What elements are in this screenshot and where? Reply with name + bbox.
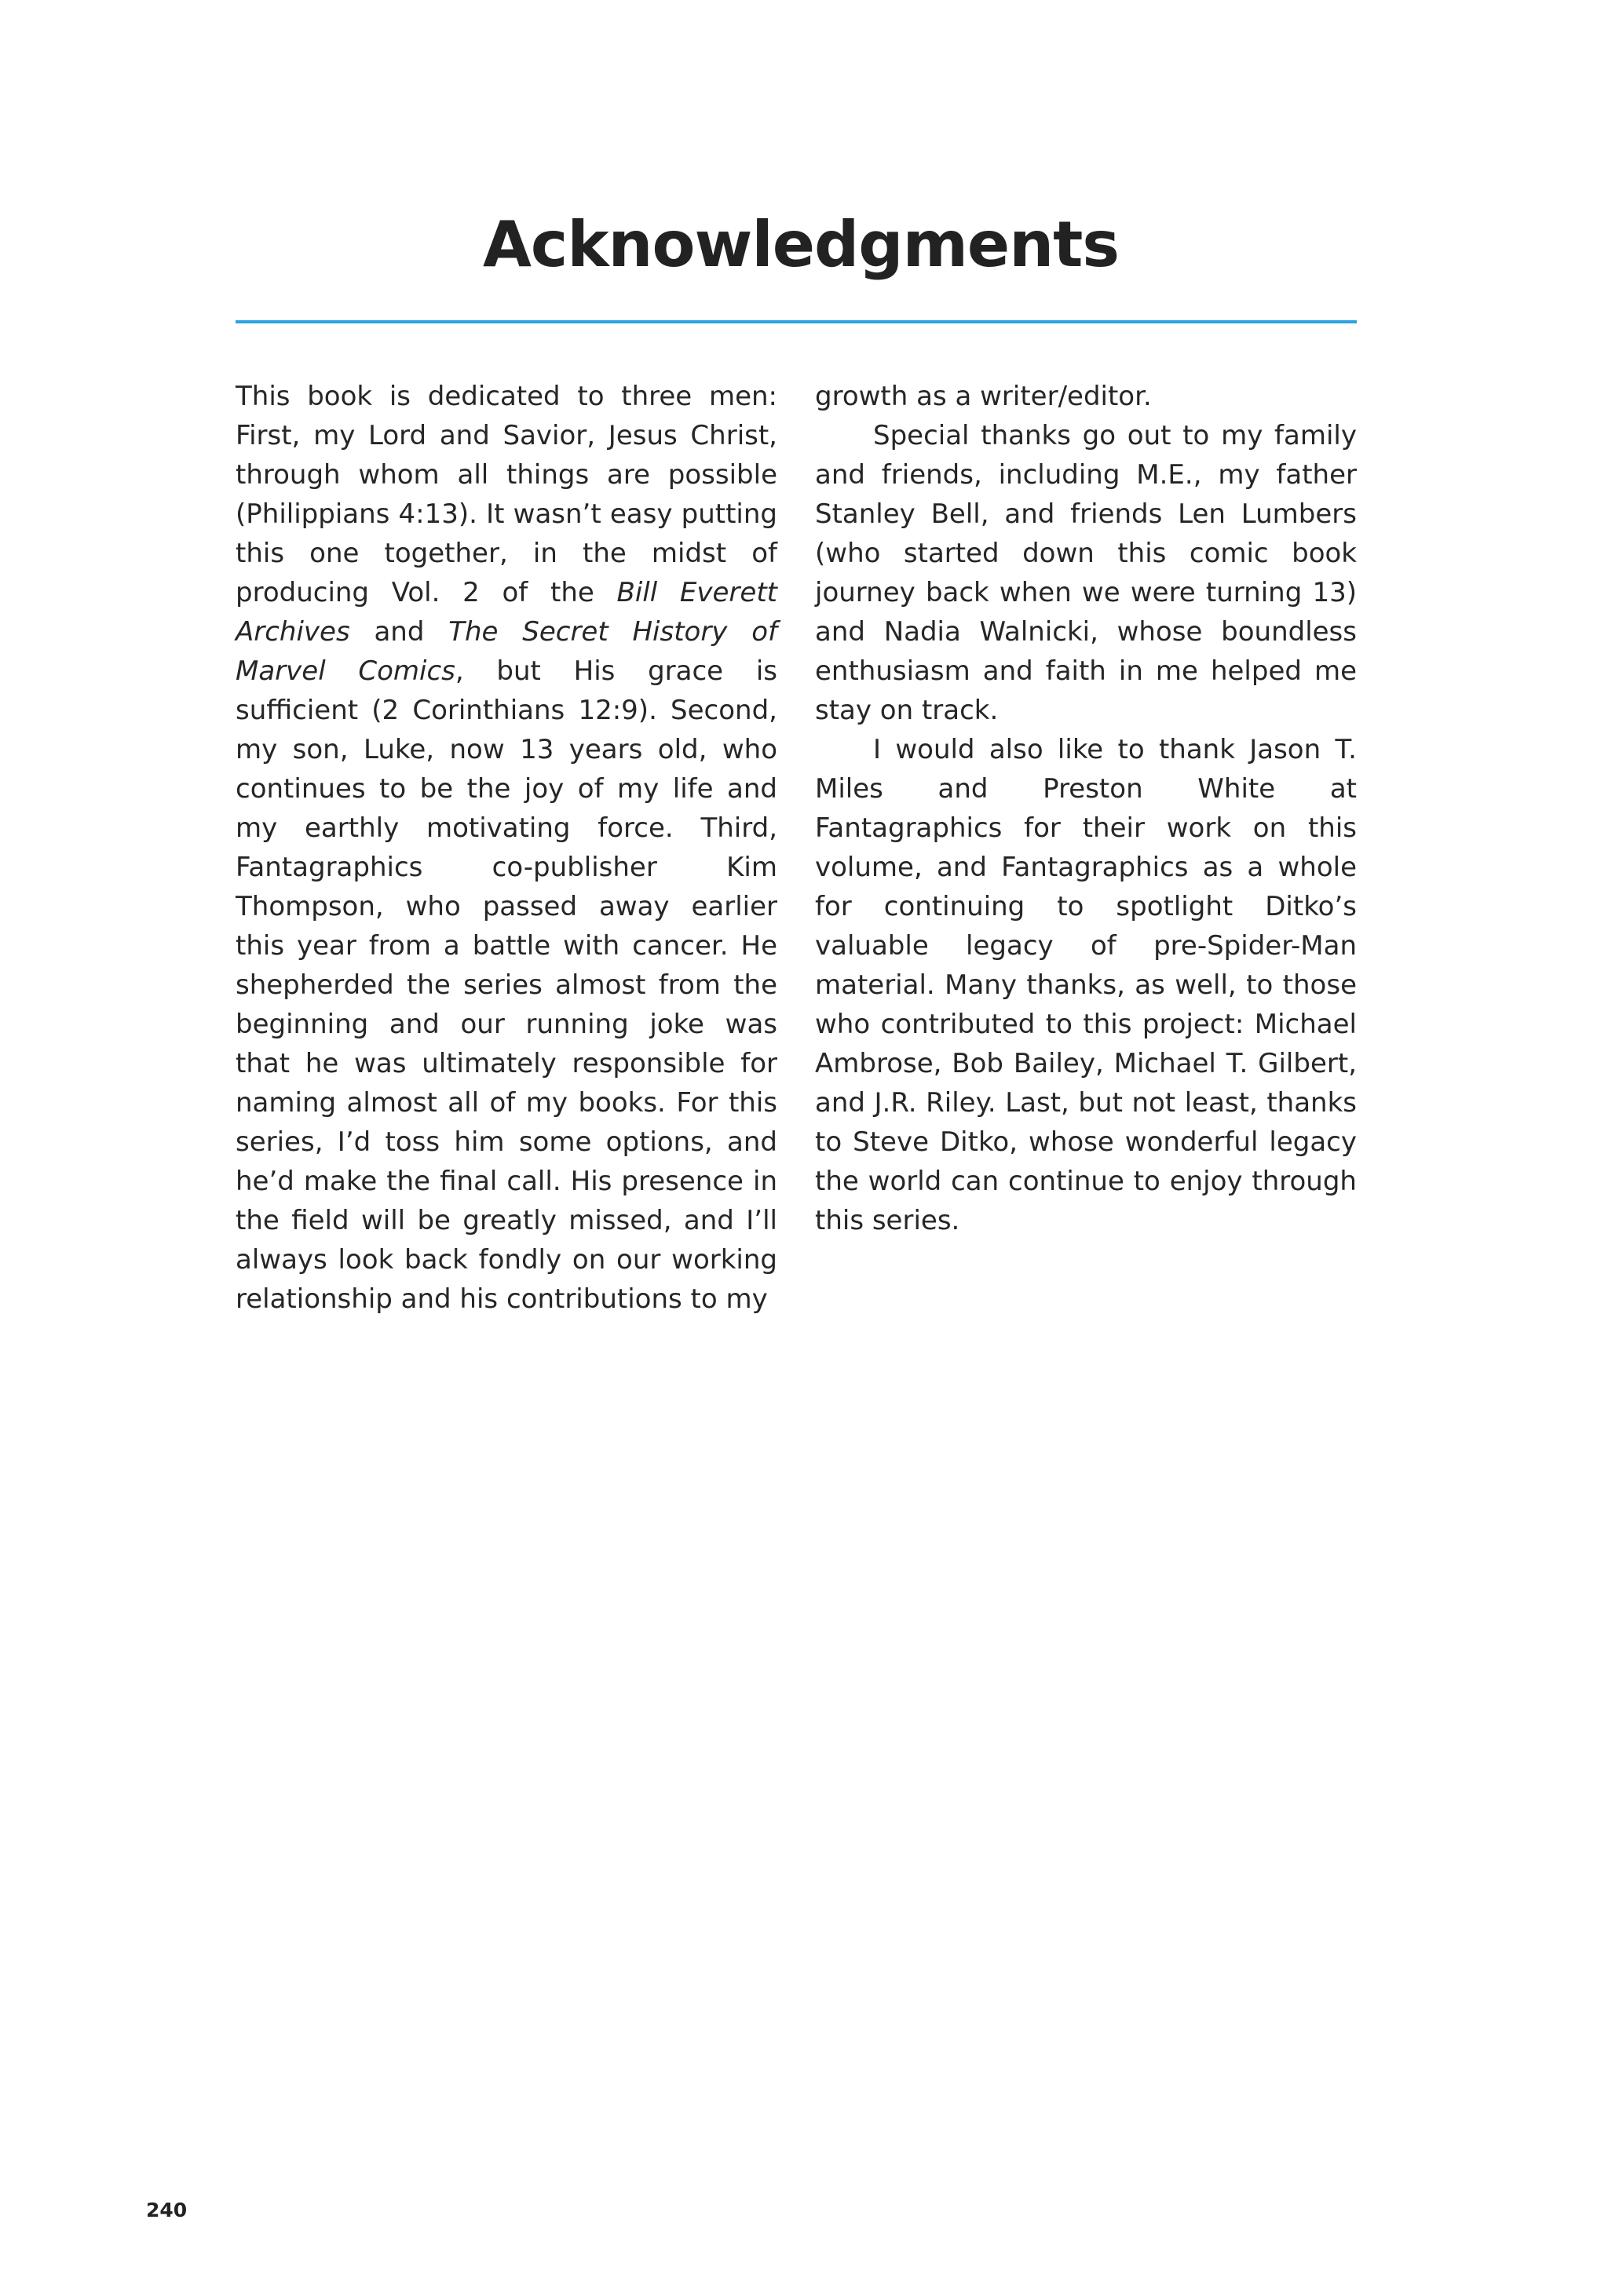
- thanks-contributors-paragraph: I would also like to thank Jason T. Miles and Preston White at Fantagraphics for their work on this volume, and Fantagraphics as a whole for continuing to spotlight Ditko’s valuable legacy of pre-Spider-Man material. Many thanks, as well, to those who contributed to this project: Michael Ambrose, Bob Bailey, Michael T. Gilbert, and J.R. Riley. Last, but not least, thanks to Steve Ditko, whose wonderful legacy the world can continue to enjoy through this series.: [815, 734, 1357, 1236]
- book-title-bill-everett-archives: Bill Everett Archives: [236, 577, 777, 648]
- page-title: Acknowledgments: [483, 208, 1119, 281]
- special-thanks-paragraph: Special thanks go out to my family and friends, including M.E., my father Stanley Bell, and friends Len Lumbers (who started down this comic book journey back when we were turning 13) and Nadia Walnicki, whose boundless enthusiasm and faith in me helped me stay on track.: [815, 420, 1357, 726]
- right-column: [815, 377, 1357, 1240]
- page-number: 240: [146, 2199, 188, 2221]
- dedication-text: This book is dedicated to three men: First, my Lord and Savior, Jesus Christ, through whom all things are possible (Philippians 4:13). It wasn’t easy putting this one together, in the midst of producing Vol. 2 of the: [236, 381, 777, 608]
- dedication-text-connector: and: [349, 616, 449, 648]
- left-column: [236, 377, 777, 1319]
- continuation-paragraph: growth as a writer/editor.: [815, 381, 1152, 412]
- dedication-paragraph: [236, 377, 777, 1319]
- title-divider: [236, 320, 1357, 323]
- book-title-secret-history: The Secret History of Marvel Comics: [236, 616, 777, 687]
- dedication-text-continued: , but His grace is sufficient (2 Corinthians 12:9). Second, my son, Luke, now 13 years old, who continues to be the joy of my life and my earthly motivating force. Third, Fantagraphics co-publisher Kim Thompson, who passed away earlier this year from a battle with cancer. He shepherded the series almost from the beginning and our running joke was that he was ultimately responsible for naming almost all of my books. For this series, I’d toss him some options, and he’d make the final call. His presence in the field will be greatly missed, and I’ll always look back fondly on our working relationship and his contributions to my: [236, 655, 777, 1315]
